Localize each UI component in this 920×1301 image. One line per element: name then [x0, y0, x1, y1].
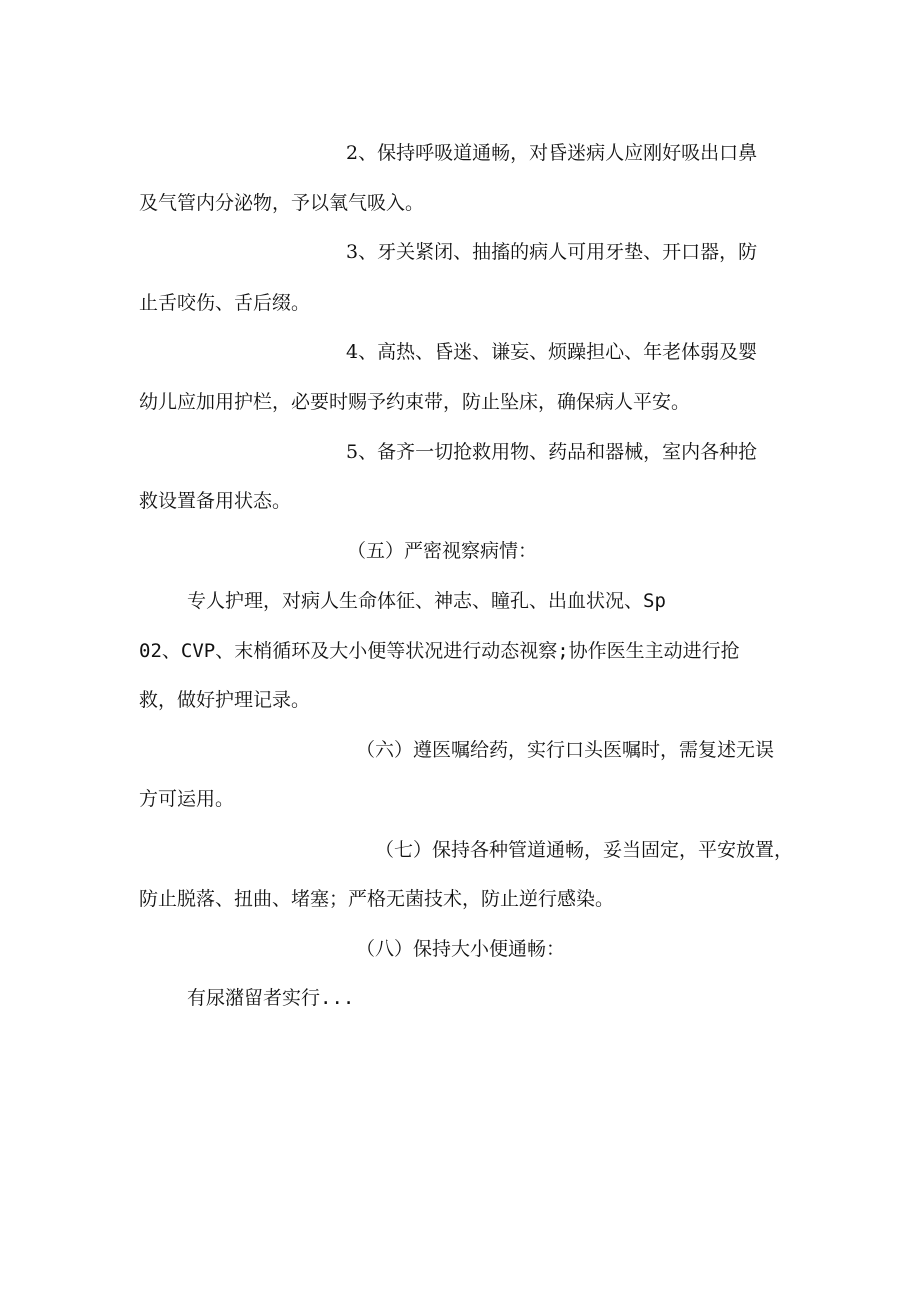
section-7-line-1: （七）保持各种管道通畅，妥当固定，平安放置， [375, 839, 794, 861]
item-3-line-1: 3、牙关紧闭、抽搐的病人可用牙垫、开口器，防 [346, 241, 758, 263]
item-5-line-2: 救设置备用状态。 [139, 490, 292, 512]
item-4-line-1: 4、高热、昏迷、谦妄、烦躁担心、年老体弱及婴 [346, 341, 758, 363]
section-8-heading: （八）保持大小便通畅： [356, 938, 566, 960]
item-2-line-1: 2、保持呼吸道通畅，对昏迷病人应刚好吸出口鼻 [346, 142, 758, 164]
section-5-heading: （五）严密视察病情： [347, 540, 538, 562]
section-6-line-2: 方可运用。 [139, 788, 235, 810]
section-7-line-2: 防止脱落、扭曲、堵塞；严格无菌技术，防止逆行感染。 [139, 888, 615, 910]
section-5-paragraph-line-3: 救，做好护理记录。 [139, 689, 311, 711]
section-5-paragraph-line-2: 02、CVP、末梢循环及大小便等状况进行动态视察;协作医生主动进行抢 [139, 640, 740, 662]
section-5-paragraph-line-1: 专人护理，对病人生命体征、神志、瞳孔、出血状况、Sp [187, 590, 666, 612]
section-6-line-1: （六）遵医嘱给药，实行口头医嘱时，需复述无误 [356, 739, 775, 761]
item-5-line-1: 5、备齐一切抢救用物、药品和器械，室内各种抢 [346, 441, 758, 463]
item-3-line-2: 止舌咬伤、舌后缀。 [139, 292, 311, 314]
item-4-line-2: 幼儿应加用护栏，必要时赐予约束带，防止坠床，确保病人平安。 [139, 391, 691, 413]
item-2-line-2: 及气管内分泌物，予以氧气吸入。 [139, 192, 425, 214]
section-8-paragraph-line-1: 有尿潴留者实行... [187, 987, 355, 1009]
